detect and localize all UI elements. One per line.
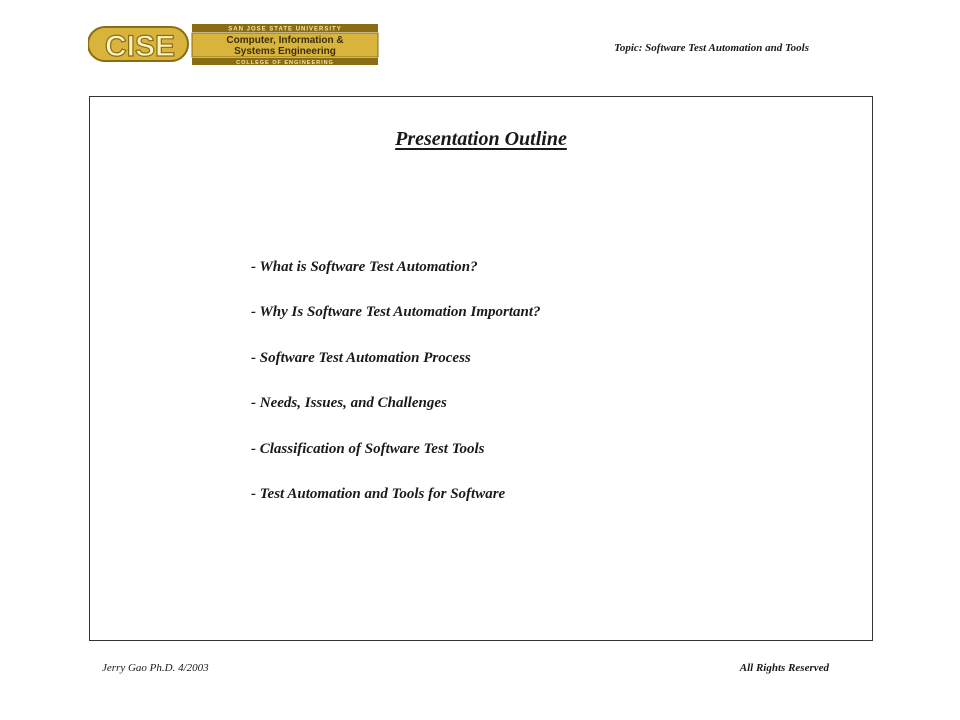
logo-letters: CISE bbox=[104, 30, 176, 63]
slide-frame bbox=[89, 96, 873, 641]
logo-college: COLLEGE OF ENGINEERING bbox=[236, 60, 334, 66]
cise-logo bbox=[88, 22, 380, 66]
outline-item: - Why Is Software Test Automation Important? bbox=[251, 304, 541, 321]
outline-item: - Classification of Software Test Tools bbox=[251, 440, 485, 457]
footer-rights: All Rights Reserved bbox=[739, 662, 829, 674]
topic-label: Topic: Software Test Automation and Tools bbox=[614, 42, 809, 54]
logo-department-line1: Computer, Information & bbox=[226, 35, 344, 46]
footer-author: Jerry Gao Ph.D. 4/2003 bbox=[102, 662, 209, 674]
outline-list bbox=[251, 257, 541, 529]
slide-title: Presentation Outline bbox=[395, 128, 567, 150]
outline-item: - Needs, Issues, and Challenges bbox=[251, 395, 447, 412]
logo-university: SAN JOSE STATE UNIVERSITY bbox=[228, 26, 342, 33]
outline-item: - Test Automation and Tools for Software bbox=[251, 485, 506, 502]
outline-item: - What is Software Test Automation? bbox=[251, 259, 478, 275]
logo-department-line2: Systems Engineering bbox=[234, 46, 336, 57]
outline-item: - Software Test Automation Process bbox=[251, 349, 471, 366]
